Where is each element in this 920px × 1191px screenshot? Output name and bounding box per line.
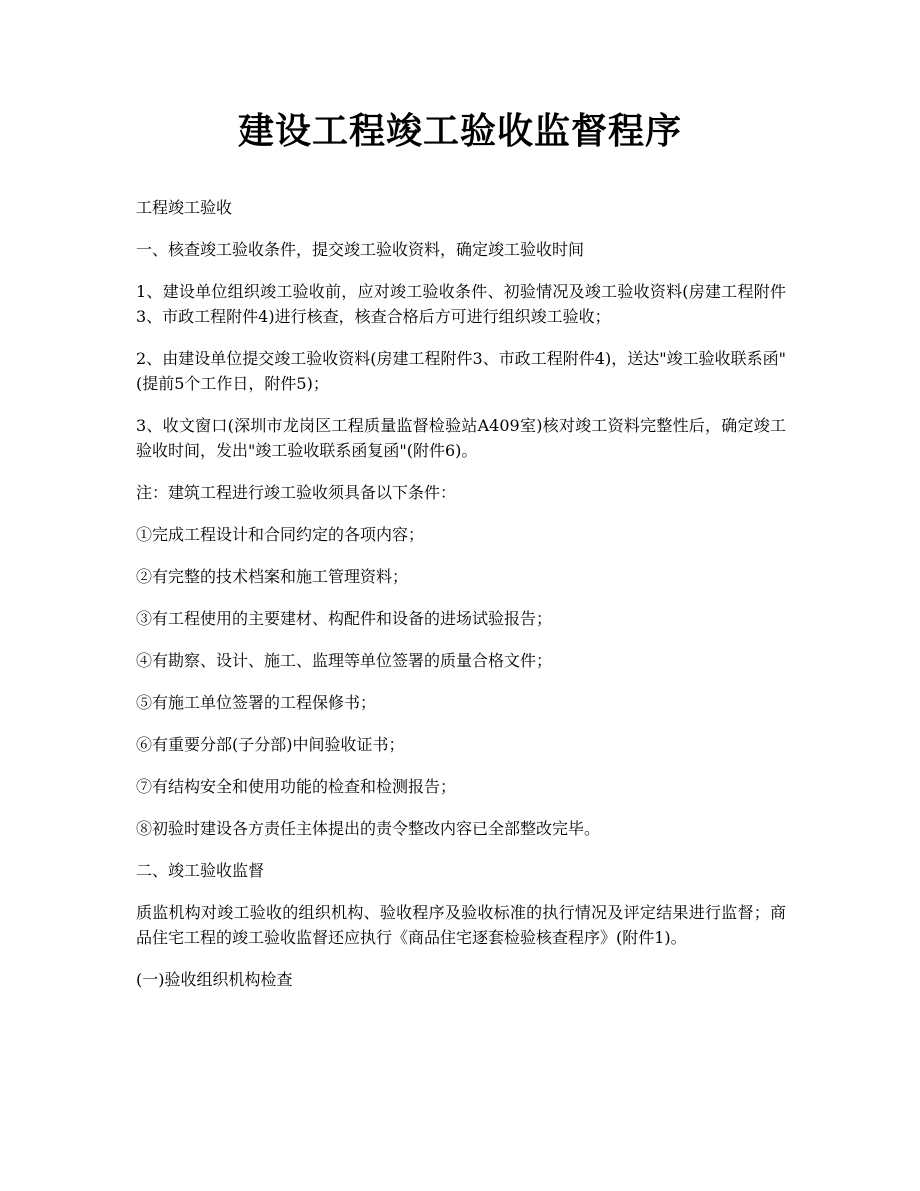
list-item: ②有完整的技术档案和施工管理资料； (136, 567, 409, 586)
section-heading: 一、核查竣工验收条件，提交竣工验收资料，确定竣工验收时间 (136, 240, 585, 259)
subsection-heading: (一)验收组织机构检查 (136, 970, 293, 989)
body-paragraph: 质监机构对竣工验收的组织机构、验收程序及验收标准的执行情况及评定结果进行监督；商品住宅工程的竣工验收监督还应执行《商品住宅逐套检验核查程序》(附件1)。 (136, 903, 786, 947)
list-item: ⑧初验时建设各方责任主体提出的责令整改内容已全部整改完毕。 (136, 819, 601, 838)
body-paragraph: 2、由建设单位提交竣工验收资料(房建工程附件3、市政工程附件4)，送达"竣工验收联系函"(提前5个工作日，附件5)； (136, 349, 786, 393)
section-heading: 二、竣工验收监督 (136, 861, 265, 880)
note-paragraph: 注：建筑工程进行竣工验收须具备以下条件： (136, 483, 457, 502)
section-heading: 工程竣工验收 (136, 198, 233, 217)
list-item: ⑦有结构安全和使用功能的检查和检测报告； (136, 777, 457, 796)
list-item: ③有工程使用的主要建材、构配件和设备的进场试验报告； (136, 609, 553, 628)
list-item: ①完成工程设计和合同约定的各项内容； (136, 525, 425, 544)
body-paragraph: 3、收文窗口(深圳市龙岗区工程质量监督检验站A409室)核对竣工资料完整性后，确定竣工验收时间，发出"竣工验收联系函复函"(附件6)。 (136, 416, 786, 460)
body-paragraph: 1、建设单位组织竣工验收前，应对竣工验收条件、初验情况及竣工验收资料(房建工程附件3、市政工程附件4)进行核查，核查合格后方可进行组织竣工验收； (136, 282, 786, 326)
document-body (136, 195, 786, 1009)
list-item: ④有勘察、设计、施工、监理等单位签署的质量合格文件； (136, 651, 553, 670)
list-item: ⑥有重要分部(子分部)中间验收证书； (136, 735, 405, 754)
document-title: 建设工程竣工验收监督程序 (237, 110, 682, 152)
list-item: ⑤有施工单位签署的工程保修书； (136, 693, 377, 712)
